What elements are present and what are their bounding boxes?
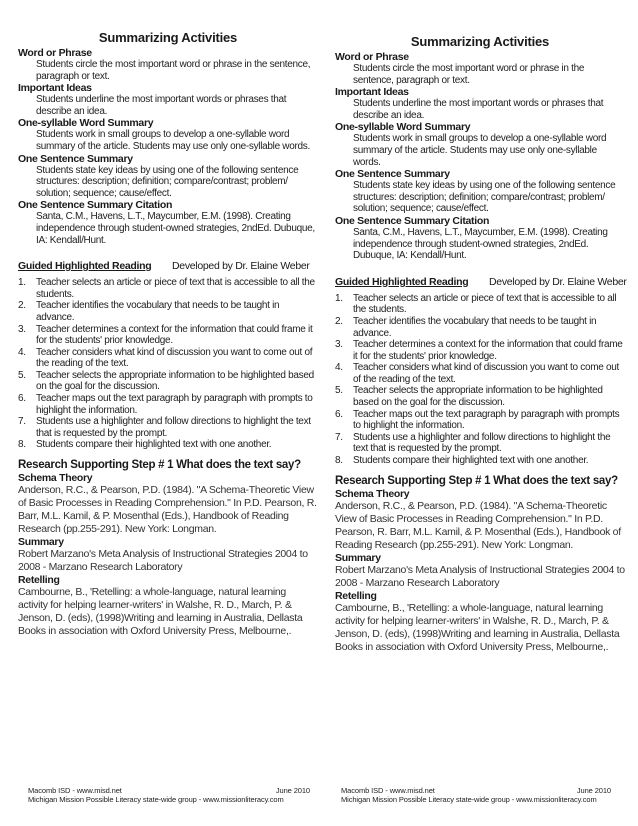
section-body: Students work in small groups to develop a one-syllable word summary of the article. Students may use only one-syllable words. xyxy=(36,129,310,152)
step-text: Teacher identifies the vocabulary that needs to be taught in advance. xyxy=(353,315,597,339)
section-body: Students state key ideas by using one of the following sentence structures: description; definition; compare/contrast; problem/ solution; sequence; cause/effect. xyxy=(36,164,299,199)
retelling-heading: Retelling xyxy=(18,574,60,587)
step-number: 8. xyxy=(335,455,343,467)
section-body: Students state key ideas by using one of the following sentence structures: description; definition; compare/contrast; problem/ solution; sequence; cause/effect. xyxy=(353,180,616,215)
section-body: Students circle the most important word or phrase in the sentence, paragraph or text. xyxy=(36,59,311,82)
step-text: Students compare their highlighted text with one another. xyxy=(36,439,272,451)
step-text: Students use a highlighter and follow directions to highlight the text that is requested by the prompt. xyxy=(36,416,311,439)
schema-theory-reference: Anderson, R.C., & Pearson, P.D. (1984). "A Schema-Theoretic View of Basic Processes in Reading Comprehension." In P.D. Pearson, R. Barr, M.L. Kamil, & P. Mosenthal (Eds.), Handbook of Reading Research (pp.255-291). New York: Longman. xyxy=(18,484,317,536)
list-item xyxy=(335,339,625,362)
section-one-sentence xyxy=(335,168,625,215)
section-one-syllable xyxy=(18,117,318,152)
guided-reading-header xyxy=(335,276,625,289)
schema-theory-heading: Schema Theory xyxy=(335,487,410,500)
list-item xyxy=(18,347,318,370)
step-number: 6. xyxy=(18,393,26,405)
section-heading: One-syllable Word Summary xyxy=(18,117,154,130)
section-body: Students work in small groups to develop a one-syllable word summary of the article. Students may use only one-syllable words. xyxy=(353,133,607,168)
footer-date: June 2010 xyxy=(275,786,310,795)
guided-reading-steps xyxy=(18,277,318,451)
section-heading: Word or Phrase xyxy=(18,47,92,59)
step-number: 1. xyxy=(335,292,343,304)
section-body: Students underline the most important words or phrases that describe an idea. xyxy=(353,98,604,121)
research-heading: Research Supporting Step # 1 What does the text say? xyxy=(18,459,301,472)
guided-reading-header xyxy=(18,260,318,273)
summary-heading: Summary xyxy=(18,536,64,549)
step-number: 5. xyxy=(18,369,26,381)
list-item xyxy=(18,370,318,393)
step-text: Teacher selects the appropriate information to be highlighted based on the goal for the discussion. xyxy=(353,385,603,409)
section-citation xyxy=(18,199,318,246)
section-heading: One Sentence Summary Citation xyxy=(18,199,173,212)
list-item xyxy=(18,393,318,416)
step-text: Teacher considers what kind of discussion you want to come out of the reading of the text. xyxy=(353,362,619,385)
guided-reading-title: Guided Highlighted Reading xyxy=(18,260,152,273)
section-word-or-phrase xyxy=(18,47,318,82)
guided-reading-steps xyxy=(335,293,625,467)
summary-reference: Robert Marzano's Meta Analysis of Instructional Strategies 2004 to 2008 - Marzano Research Laboratory xyxy=(335,563,625,589)
schema-theory-heading: Schema Theory xyxy=(18,472,93,485)
step-number: 7. xyxy=(18,416,26,428)
list-item xyxy=(18,277,318,300)
summary-heading: Summary xyxy=(335,551,381,564)
list-item xyxy=(335,362,625,385)
step-number: 4. xyxy=(335,362,343,374)
step-text: Teacher determines a context for the information that could frame it for the students' prior knowledge. xyxy=(36,323,313,347)
step-text: Teacher determines a context for the information that could frame it for the students' prior knowledge. xyxy=(353,339,623,362)
step-number: 8. xyxy=(18,439,26,451)
section-body: Students circle the most important word or phrase in the sentence, paragraph or text. xyxy=(353,63,585,86)
list-item xyxy=(18,324,318,347)
step-text: Students use a highlighter and follow directions to highlight the text that is requested by the prompt. xyxy=(353,431,611,455)
page-footer xyxy=(28,786,310,804)
list-item xyxy=(335,409,625,432)
page-title: Summarizing Activities xyxy=(410,34,550,49)
step-number: 2. xyxy=(18,300,26,312)
footer-org: Macomb ISD - www.misd.net xyxy=(28,786,122,795)
step-text: Teacher selects an article or piece of text that is accessible to all the students. xyxy=(353,292,617,316)
section-citation xyxy=(335,215,625,262)
step-text: Teacher maps out the text paragraph by paragraph with prompts to highlight the information. xyxy=(353,408,620,432)
list-item xyxy=(335,316,625,339)
list-item xyxy=(18,300,318,323)
section-important-ideas xyxy=(18,82,318,117)
section-heading: One-syllable Word Summary xyxy=(335,121,471,134)
section-body: Students underline the most important words or phrases that describe an idea. xyxy=(36,94,287,117)
retelling-heading: Retelling xyxy=(335,589,377,602)
step-number: 3. xyxy=(335,339,343,351)
section-body: Santa, C.M., Havens, L.T., Maycumber, E.M. (1998). Creating independence through student-owned strategies, 2ndEd. Dubuque, IA: Kendall/Hunt. xyxy=(36,211,315,246)
section-heading: One Sentence Summary Citation xyxy=(335,214,490,227)
list-item xyxy=(335,385,625,408)
right-column xyxy=(335,0,625,826)
section-heading: Important Ideas xyxy=(335,86,409,99)
list-item xyxy=(18,416,318,439)
section-heading: Important Ideas xyxy=(18,82,92,95)
guided-reading-developer: Developed by Dr. Elaine Weber xyxy=(172,260,310,273)
step-number: 3. xyxy=(18,323,26,335)
step-text: Students compare their highlighted text with one another. xyxy=(353,455,589,467)
section-heading: Word or Phrase xyxy=(335,51,409,63)
footer-line2: Michigan Mission Possible Literacy state-wide group - www.missionliteracy.com xyxy=(28,795,284,804)
left-column xyxy=(18,0,318,826)
page-title: Summarizing Activities xyxy=(98,30,238,45)
section-heading: One Sentence Summary xyxy=(18,152,133,165)
step-number: 2. xyxy=(335,315,343,327)
step-text: Teacher selects an article or piece of text that is accessible to all the students. xyxy=(36,277,315,300)
section-important-ideas xyxy=(335,86,625,121)
step-text: Teacher identifies the vocabulary that needs to be taught in advance. xyxy=(36,300,280,323)
section-one-sentence xyxy=(18,153,318,200)
retelling-reference: Cambourne, B., 'Retelling: a whole-language, natural learning activity for helping learner-writers' in Walshe, R. D., March, P. & Jenson, D. (eds), (1998)Writing and learning in Australia, Dellasta Books in association with Oxford University Press, Melbourne,. xyxy=(335,601,620,653)
footer-date: June 2010 xyxy=(576,786,611,795)
section-word-or-phrase xyxy=(335,51,625,86)
step-number: 7. xyxy=(335,431,343,443)
step-text: Teacher maps out the text paragraph by paragraph with prompts to highlight the information. xyxy=(36,393,313,416)
step-number: 1. xyxy=(18,277,26,289)
footer-line2: Michigan Mission Possible Literacy state-wide group - www.missionliteracy.com xyxy=(341,795,597,804)
step-number: 4. xyxy=(18,346,26,358)
guided-reading-developer: Developed by Dr. Elaine Weber xyxy=(489,275,627,288)
section-body: Santa, C.M., Havens, L.T., Maycumber, E.M. (1998). Creating independence through student-owned strategies, 2ndEd. Dubuque, IA: Kendall/Hunt. xyxy=(353,226,608,262)
schema-theory-reference: Anderson, R.C., & Pearson, P.D. (1984). "A Schema-Theoretic View of Basic Processes in Reading Comprehension." In P.D. Pearson, R. Barr, M.L. Kamil, & P. Mosenthal (Eds.), Handbook of Reading Research (pp.255-291). New York: Longman. xyxy=(335,499,621,551)
list-item xyxy=(335,455,625,467)
list-item xyxy=(18,439,318,451)
footer-org: Macomb ISD - www.misd.net xyxy=(341,786,435,795)
section-one-syllable xyxy=(335,121,625,168)
guided-reading-title: Guided Highlighted Reading xyxy=(335,275,469,288)
step-number: 5. xyxy=(335,385,343,397)
list-item xyxy=(335,293,625,316)
research-heading: Research Supporting Step # 1 What does the text say? xyxy=(335,474,618,487)
step-text: Teacher selects the appropriate information to be highlighted based on the goal for the discussion. xyxy=(36,369,314,393)
list-item xyxy=(335,432,625,455)
step-number: 6. xyxy=(335,408,343,420)
page-footer xyxy=(341,786,611,804)
step-text: Teacher considers what kind of discussion you want to come out of the reading of the text. xyxy=(36,346,313,370)
summary-reference: Robert Marzano's Meta Analysis of Instructional Strategies 2004 to 2008 - Marzano Research Laboratory xyxy=(18,548,308,574)
retelling-reference: Cambourne, B., 'Retelling: a whole-language, natural learning activity for helping learner-writers' in Walshe, R. D., March, P. & Jenson, D. (eds), (1998)Writing and learning in Australia, Dellasta Books in association with Oxford University Press, Melbourne,. xyxy=(18,586,303,638)
section-heading: One Sentence Summary xyxy=(335,168,450,181)
